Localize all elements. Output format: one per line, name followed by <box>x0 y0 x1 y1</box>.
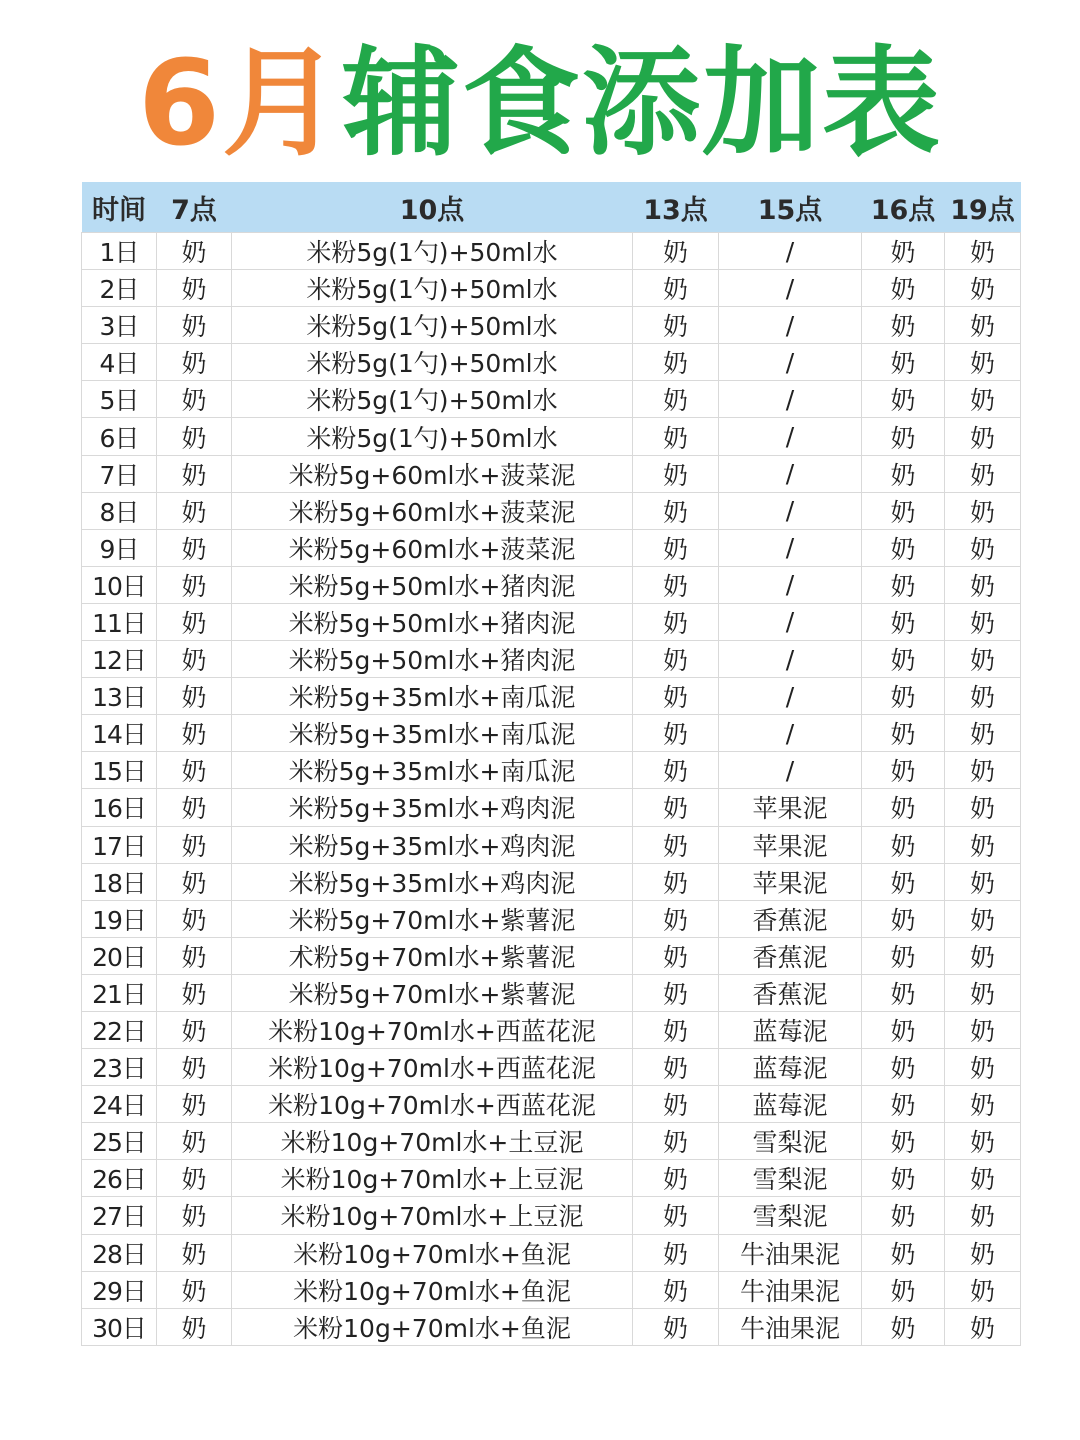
title-text: 辅食添加表 <box>342 34 943 172</box>
cell-7am: 奶 <box>157 715 232 752</box>
cell-10am: 米粉5g(1勺)+50ml水 <box>232 233 633 270</box>
cell-3pm: / <box>719 603 862 640</box>
cell-time: 8日 <box>82 492 157 529</box>
table-row <box>82 1049 1021 1086</box>
cell-3pm: / <box>719 641 862 678</box>
cell-3pm: / <box>719 566 862 603</box>
cell-time: 21日 <box>82 974 157 1011</box>
cell-10am: 米粉5g+35ml水+鸡肉泥 <box>232 826 633 863</box>
cell-4pm: 奶 <box>862 1160 945 1197</box>
cell-time: 13日 <box>82 678 157 715</box>
cell-4pm: 奶 <box>862 529 945 566</box>
table-row <box>82 1234 1021 1271</box>
cell-time: 26日 <box>82 1160 157 1197</box>
cell-3pm: 苹果泥 <box>719 863 862 900</box>
cell-4pm: 奶 <box>862 1234 945 1271</box>
cell-10am: 米粉10g+70ml水+上豆泥 <box>232 1197 633 1234</box>
table-row <box>82 455 1021 492</box>
cell-7am: 奶 <box>157 381 232 418</box>
cell-7pm: 奶 <box>945 529 1021 566</box>
table-row <box>82 270 1021 307</box>
cell-7pm: 奶 <box>945 455 1021 492</box>
cell-1pm: 奶 <box>633 529 719 566</box>
cell-4pm: 奶 <box>862 1271 945 1308</box>
cell-3pm: 牛油果泥 <box>719 1308 862 1345</box>
cell-4pm: 奶 <box>862 641 945 678</box>
cell-7am: 奶 <box>157 678 232 715</box>
cell-7pm: 奶 <box>945 678 1021 715</box>
cell-4pm: 奶 <box>862 752 945 789</box>
cell-3pm: 香蕉泥 <box>719 937 862 974</box>
cell-4pm: 奶 <box>862 270 945 307</box>
cell-1pm: 奶 <box>633 307 719 344</box>
table-row <box>82 678 1021 715</box>
cell-3pm: 蓝莓泥 <box>719 1011 862 1048</box>
table-row <box>82 418 1021 455</box>
title-month: 6月 <box>137 34 343 172</box>
table-row <box>82 566 1021 603</box>
cell-7pm: 奶 <box>945 641 1021 678</box>
cell-10am: 米粉5g+70ml水+紫薯泥 <box>232 974 633 1011</box>
column-header-3pm: 15点 <box>719 182 862 233</box>
cell-10am: 米粉5g+50ml水+猪肉泥 <box>232 641 633 678</box>
cell-3pm: / <box>719 678 862 715</box>
cell-4pm: 奶 <box>862 455 945 492</box>
cell-1pm: 奶 <box>633 937 719 974</box>
cell-4pm: 奶 <box>862 900 945 937</box>
cell-1pm: 奶 <box>633 974 719 1011</box>
table-row <box>82 233 1021 270</box>
cell-3pm: / <box>719 233 862 270</box>
cell-1pm: 奶 <box>633 381 719 418</box>
cell-3pm: / <box>719 381 862 418</box>
column-header-10am: 10点 <box>232 182 633 233</box>
cell-1pm: 奶 <box>633 1308 719 1345</box>
cell-10am: 米粉5g+60ml水+菠菜泥 <box>232 455 633 492</box>
cell-time: 10日 <box>82 566 157 603</box>
cell-1pm: 奶 <box>633 492 719 529</box>
cell-time: 11日 <box>82 603 157 640</box>
table-row <box>82 937 1021 974</box>
cell-7pm: 奶 <box>945 826 1021 863</box>
cell-7am: 奶 <box>157 566 232 603</box>
cell-1pm: 奶 <box>633 678 719 715</box>
cell-7am: 奶 <box>157 492 232 529</box>
cell-4pm: 奶 <box>862 1197 945 1234</box>
cell-7pm: 奶 <box>945 603 1021 640</box>
cell-time: 12日 <box>82 641 157 678</box>
cell-time: 18日 <box>82 863 157 900</box>
cell-1pm: 奶 <box>633 826 719 863</box>
cell-time: 27日 <box>82 1197 157 1234</box>
cell-7pm: 奶 <box>945 1086 1021 1123</box>
feeding-schedule-table <box>81 182 1021 1346</box>
table-row <box>82 641 1021 678</box>
cell-3pm: 牛油果泥 <box>719 1271 862 1308</box>
cell-10am: 米粉10g+70ml水+西蓝花泥 <box>232 1086 633 1123</box>
cell-7am: 奶 <box>157 789 232 826</box>
cell-7am: 奶 <box>157 900 232 937</box>
cell-4pm: 奶 <box>862 233 945 270</box>
cell-4pm: 奶 <box>862 1308 945 1345</box>
cell-10am: 米粉5g(1勺)+50ml水 <box>232 418 633 455</box>
cell-3pm: 蓝莓泥 <box>719 1049 862 1086</box>
column-header-7pm: 19点 <box>945 182 1021 233</box>
cell-7pm: 奶 <box>945 307 1021 344</box>
cell-10am: 米粉5g+70ml水+紫薯泥 <box>232 900 633 937</box>
column-header-1pm: 13点 <box>633 182 719 233</box>
cell-7am: 奶 <box>157 641 232 678</box>
cell-10am: 米粉10g+70ml水+西蓝花泥 <box>232 1049 633 1086</box>
cell-7pm: 奶 <box>945 937 1021 974</box>
cell-7pm: 奶 <box>945 566 1021 603</box>
cell-10am: 米粉10g+70ml水+鱼泥 <box>232 1234 633 1271</box>
cell-1pm: 奶 <box>633 1160 719 1197</box>
cell-3pm: / <box>719 752 862 789</box>
cell-7am: 奶 <box>157 1086 232 1123</box>
cell-7pm: 奶 <box>945 1011 1021 1048</box>
cell-1pm: 奶 <box>633 900 719 937</box>
cell-7am: 奶 <box>157 1011 232 1048</box>
cell-1pm: 奶 <box>633 603 719 640</box>
cell-3pm: / <box>719 492 862 529</box>
cell-4pm: 奶 <box>862 344 945 381</box>
cell-7am: 奶 <box>157 752 232 789</box>
cell-7pm: 奶 <box>945 1271 1021 1308</box>
table-row <box>82 1197 1021 1234</box>
cell-7pm: 奶 <box>945 344 1021 381</box>
cell-time: 25日 <box>82 1123 157 1160</box>
cell-10am: 米粉5g(1勺)+50ml水 <box>232 381 633 418</box>
cell-4pm: 奶 <box>862 1123 945 1160</box>
cell-7pm: 奶 <box>945 863 1021 900</box>
cell-7pm: 奶 <box>945 752 1021 789</box>
cell-1pm: 奶 <box>633 641 719 678</box>
cell-1pm: 奶 <box>633 1123 719 1160</box>
cell-1pm: 奶 <box>633 752 719 789</box>
cell-7pm: 奶 <box>945 1197 1021 1234</box>
table-row <box>82 307 1021 344</box>
column-header-7am: 7点 <box>157 182 232 233</box>
table-row <box>82 974 1021 1011</box>
cell-7pm: 奶 <box>945 1160 1021 1197</box>
cell-3pm: 雪梨泥 <box>719 1197 862 1234</box>
cell-time: 20日 <box>82 937 157 974</box>
cell-3pm: / <box>719 270 862 307</box>
cell-10am: 米粉10g+70ml水+鱼泥 <box>232 1271 633 1308</box>
table-row <box>82 1011 1021 1048</box>
cell-10am: 米粉10g+70ml水+土豆泥 <box>232 1123 633 1160</box>
table-row <box>82 1271 1021 1308</box>
cell-10am: 米粉5g+35ml水+鸡肉泥 <box>232 863 633 900</box>
cell-7pm: 奶 <box>945 1308 1021 1345</box>
cell-1pm: 奶 <box>633 1234 719 1271</box>
cell-1pm: 奶 <box>633 418 719 455</box>
cell-7pm: 奶 <box>945 715 1021 752</box>
cell-1pm: 奶 <box>633 1011 719 1048</box>
cell-7am: 奶 <box>157 529 232 566</box>
table-row <box>82 826 1021 863</box>
cell-time: 2日 <box>82 270 157 307</box>
header-row <box>82 182 1021 233</box>
cell-1pm: 奶 <box>633 566 719 603</box>
cell-7pm: 奶 <box>945 270 1021 307</box>
cell-4pm: 奶 <box>862 381 945 418</box>
cell-time: 24日 <box>82 1086 157 1123</box>
cell-7am: 奶 <box>157 1160 232 1197</box>
column-header-4pm: 16点 <box>862 182 945 233</box>
cell-7pm: 奶 <box>945 1234 1021 1271</box>
cell-1pm: 奶 <box>633 863 719 900</box>
table-row <box>82 381 1021 418</box>
cell-7am: 奶 <box>157 937 232 974</box>
page-title <box>0 28 1080 178</box>
cell-time: 3日 <box>82 307 157 344</box>
table-body <box>82 233 1021 1346</box>
cell-10am: 米粉5g+35ml水+鸡肉泥 <box>232 789 633 826</box>
cell-1pm: 奶 <box>633 1197 719 1234</box>
cell-10am: 米粉10g+70ml水+西蓝花泥 <box>232 1011 633 1048</box>
cell-time: 6日 <box>82 418 157 455</box>
cell-4pm: 奶 <box>862 678 945 715</box>
cell-3pm: / <box>719 715 862 752</box>
cell-7am: 奶 <box>157 863 232 900</box>
cell-7am: 奶 <box>157 1308 232 1345</box>
cell-time: 16日 <box>82 789 157 826</box>
cell-4pm: 奶 <box>862 418 945 455</box>
cell-4pm: 奶 <box>862 566 945 603</box>
table-row <box>82 344 1021 381</box>
cell-1pm: 奶 <box>633 1049 719 1086</box>
cell-7pm: 奶 <box>945 233 1021 270</box>
table-row <box>82 603 1021 640</box>
cell-3pm: / <box>719 418 862 455</box>
table-row <box>82 789 1021 826</box>
cell-10am: 米粉5g+35ml水+南瓜泥 <box>232 678 633 715</box>
cell-7am: 奶 <box>157 233 232 270</box>
cell-time: 14日 <box>82 715 157 752</box>
cell-3pm: 苹果泥 <box>719 789 862 826</box>
cell-7am: 奶 <box>157 418 232 455</box>
cell-7am: 奶 <box>157 1197 232 1234</box>
cell-7pm: 奶 <box>945 418 1021 455</box>
cell-10am: 米粉5g(1勺)+50ml水 <box>232 270 633 307</box>
cell-7am: 奶 <box>157 1123 232 1160</box>
cell-4pm: 奶 <box>862 1086 945 1123</box>
cell-10am: 米粉5g+60ml水+菠菜泥 <box>232 492 633 529</box>
cell-time: 15日 <box>82 752 157 789</box>
cell-10am: 米粉10g+70ml水+鱼泥 <box>232 1308 633 1345</box>
cell-7am: 奶 <box>157 603 232 640</box>
table-header <box>82 182 1021 233</box>
cell-4pm: 奶 <box>862 1049 945 1086</box>
cell-10am: 术粉5g+70ml水+紫薯泥 <box>232 937 633 974</box>
cell-time: 1日 <box>82 233 157 270</box>
table-row <box>82 529 1021 566</box>
cell-7am: 奶 <box>157 974 232 1011</box>
cell-3pm: / <box>719 529 862 566</box>
table-row <box>82 1086 1021 1123</box>
cell-4pm: 奶 <box>862 937 945 974</box>
cell-7pm: 奶 <box>945 789 1021 826</box>
cell-7pm: 奶 <box>945 1123 1021 1160</box>
cell-4pm: 奶 <box>862 715 945 752</box>
cell-10am: 米粉5g+60ml水+菠菜泥 <box>232 529 633 566</box>
cell-4pm: 奶 <box>862 307 945 344</box>
cell-time: 23日 <box>82 1049 157 1086</box>
cell-7am: 奶 <box>157 455 232 492</box>
cell-time: 7日 <box>82 455 157 492</box>
cell-10am: 米粉5g+35ml水+南瓜泥 <box>232 715 633 752</box>
cell-1pm: 奶 <box>633 789 719 826</box>
cell-1pm: 奶 <box>633 1271 719 1308</box>
cell-4pm: 奶 <box>862 789 945 826</box>
table-row <box>82 900 1021 937</box>
table-row <box>82 492 1021 529</box>
cell-time: 17日 <box>82 826 157 863</box>
cell-time: 5日 <box>82 381 157 418</box>
cell-10am: 米粉5g+35ml水+南瓜泥 <box>232 752 633 789</box>
cell-3pm: 苹果泥 <box>719 826 862 863</box>
cell-3pm: 牛油果泥 <box>719 1234 862 1271</box>
cell-time: 28日 <box>82 1234 157 1271</box>
cell-time: 29日 <box>82 1271 157 1308</box>
table-row <box>82 1160 1021 1197</box>
cell-4pm: 奶 <box>862 974 945 1011</box>
cell-4pm: 奶 <box>862 826 945 863</box>
cell-3pm: 香蕉泥 <box>719 900 862 937</box>
cell-time: 9日 <box>82 529 157 566</box>
cell-1pm: 奶 <box>633 233 719 270</box>
cell-time: 30日 <box>82 1308 157 1345</box>
cell-3pm: 雪梨泥 <box>719 1160 862 1197</box>
cell-3pm: 蓝莓泥 <box>719 1086 862 1123</box>
cell-time: 4日 <box>82 344 157 381</box>
cell-7am: 奶 <box>157 1234 232 1271</box>
cell-time: 19日 <box>82 900 157 937</box>
cell-7am: 奶 <box>157 826 232 863</box>
cell-10am: 米粉10g+70ml水+上豆泥 <box>232 1160 633 1197</box>
cell-10am: 米粉5g+50ml水+猪肉泥 <box>232 603 633 640</box>
cell-3pm: / <box>719 344 862 381</box>
cell-10am: 米粉5g+50ml水+猪肉泥 <box>232 566 633 603</box>
cell-3pm: 雪梨泥 <box>719 1123 862 1160</box>
cell-1pm: 奶 <box>633 455 719 492</box>
cell-1pm: 奶 <box>633 1086 719 1123</box>
cell-7pm: 奶 <box>945 492 1021 529</box>
table-row <box>82 1123 1021 1160</box>
cell-3pm: / <box>719 455 862 492</box>
cell-7am: 奶 <box>157 344 232 381</box>
cell-1pm: 奶 <box>633 270 719 307</box>
cell-7pm: 奶 <box>945 1049 1021 1086</box>
cell-7am: 奶 <box>157 1271 232 1308</box>
cell-7am: 奶 <box>157 307 232 344</box>
table-row <box>82 1308 1021 1345</box>
column-header-time: 时间 <box>82 182 157 233</box>
cell-7pm: 奶 <box>945 900 1021 937</box>
cell-4pm: 奶 <box>862 492 945 529</box>
cell-4pm: 奶 <box>862 1011 945 1048</box>
cell-4pm: 奶 <box>862 603 945 640</box>
cell-time: 22日 <box>82 1011 157 1048</box>
cell-1pm: 奶 <box>633 344 719 381</box>
cell-7pm: 奶 <box>945 381 1021 418</box>
cell-1pm: 奶 <box>633 715 719 752</box>
table-row <box>82 863 1021 900</box>
cell-3pm: 香蕉泥 <box>719 974 862 1011</box>
table-row <box>82 752 1021 789</box>
table-row <box>82 715 1021 752</box>
cell-7am: 奶 <box>157 1049 232 1086</box>
cell-4pm: 奶 <box>862 863 945 900</box>
cell-10am: 米粉5g(1勺)+50ml水 <box>232 344 633 381</box>
cell-3pm: / <box>719 307 862 344</box>
cell-10am: 米粉5g(1勺)+50ml水 <box>232 307 633 344</box>
cell-7pm: 奶 <box>945 974 1021 1011</box>
cell-7am: 奶 <box>157 270 232 307</box>
